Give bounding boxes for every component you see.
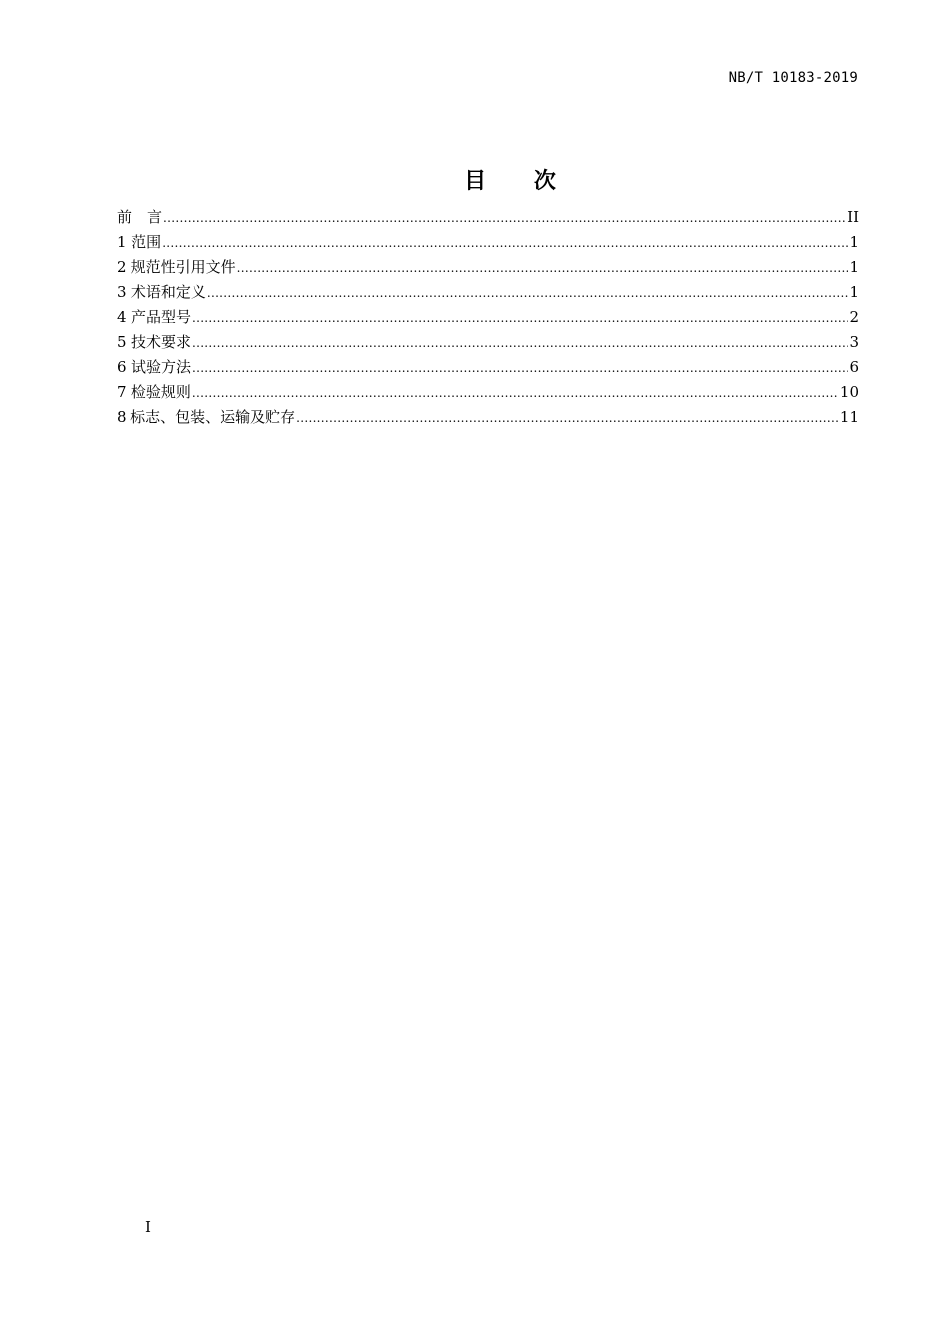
toc-entry-text: 术语和定义 [130,283,206,301]
toc-entry-foreword[interactable] [117,205,859,230]
toc-entry-text: 试验方法 [130,358,191,376]
toc-entry-text: 前 言 [117,208,163,226]
toc-entry-page: II [847,208,859,226]
toc-entry-number: 2 [117,258,127,276]
toc-entry-text: 检验规则 [130,383,191,401]
toc-entry-text: 标志、包装、运输及贮存 [130,408,296,426]
toc-entry-number: 1 [117,233,127,251]
toc-entry-number: 8 [117,408,127,426]
toc-entry-text: 范围 [131,233,162,251]
toc-leader-dots [192,306,848,331]
toc-entry-page: 11 [839,408,859,426]
toc-entry-text: 规范性引用文件 [130,258,236,276]
toc-entry-normative-references[interactable] [117,255,859,280]
toc-entry-product-model[interactable] [117,305,859,330]
toc-entry-page: 3 [849,333,859,351]
toc-leader-dots [237,256,849,281]
toc-entry-inspection-rules[interactable] [117,380,859,405]
toc-entry-number: 5 [117,333,127,351]
toc-entry-page: 1 [849,233,859,251]
toc-entry-scope[interactable] [117,230,859,255]
toc-entry-test-methods[interactable] [117,355,859,380]
toc-entry-technical-requirements[interactable] [117,330,859,355]
toc-entry-number: 6 [117,358,127,376]
toc-leader-dots [296,406,839,431]
toc-entry-page: 6 [849,358,859,376]
toc-entry-text: 产品型号 [130,308,191,326]
toc-leader-dots [162,231,848,256]
toc-entry-page: 2 [849,308,859,326]
toc-leader-dots [163,206,846,231]
toc-entry-text: 技术要求 [130,333,191,351]
toc-leader-dots [192,356,848,381]
toc-leader-dots [207,281,849,306]
toc-entry-marking-packaging[interactable] [117,405,859,430]
toc-entry-page: 10 [839,383,859,401]
toc-entry-number: 7 [117,383,127,401]
toc-entry-page: 1 [849,258,859,276]
standard-number: NB/T 10183-2019 [728,70,858,86]
toc-entry-page: 1 [849,283,859,301]
toc-entry-terms-definitions[interactable] [117,280,859,305]
toc-title: 目 次 [464,169,556,194]
toc-entry-number: 3 [117,283,127,301]
toc-entry-number: 4 [117,308,127,326]
toc-leader-dots [192,331,848,356]
toc-leader-dots [192,381,839,406]
footer-page-number: I [145,1218,151,1236]
toc-list [117,205,859,430]
